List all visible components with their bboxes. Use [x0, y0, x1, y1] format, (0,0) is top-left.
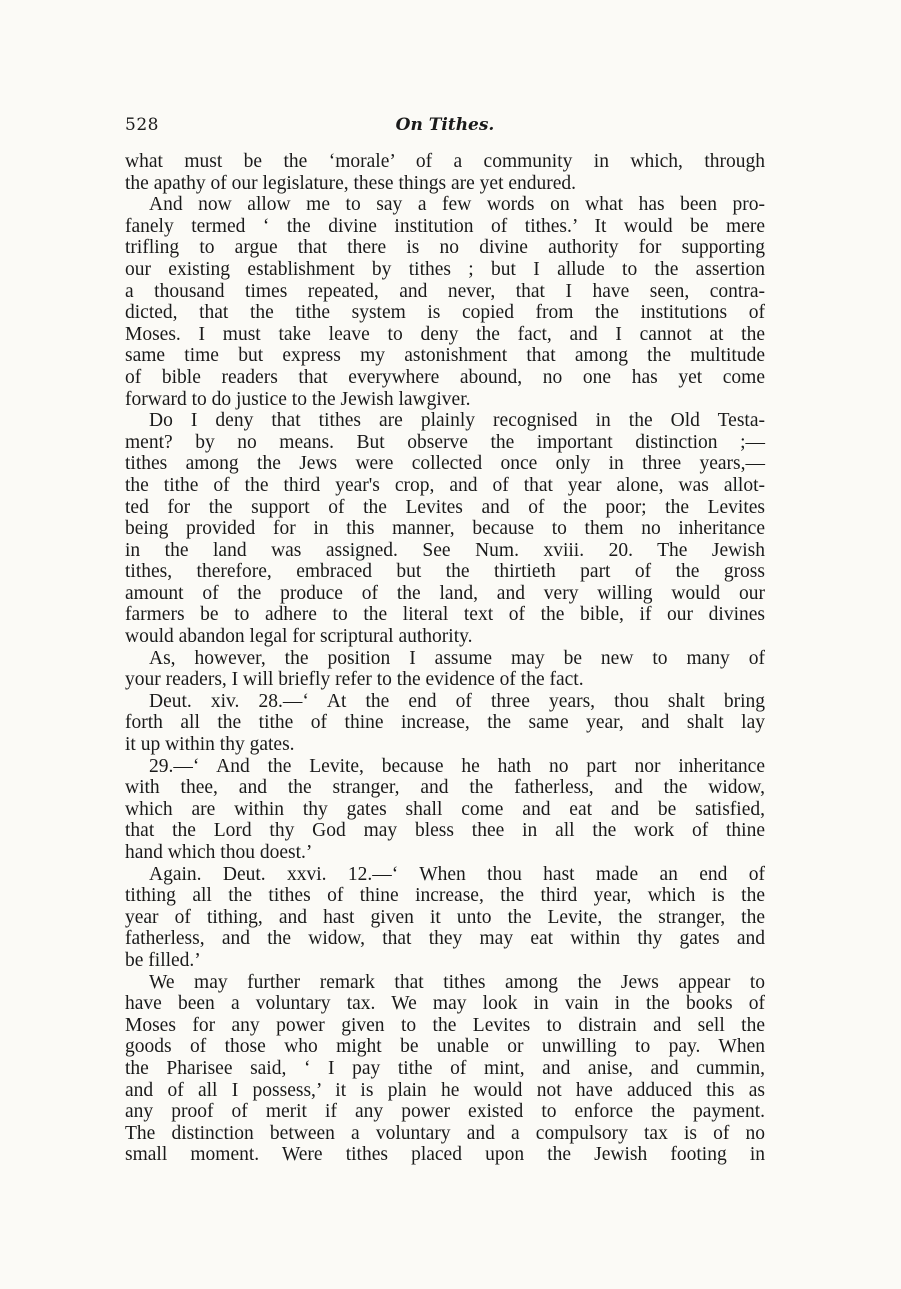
text-line: Deut. xiv. 28.—‘ At the end of three years, thou shalt bring — [149, 690, 765, 712]
text-line: what must be the ‘morale’ of a community in which, through — [125, 151, 765, 172]
text-line: hand which thou doest.’ — [125, 842, 313, 863]
text-line: forth all the tithe of thine increase, the same year, and shalt lay — [125, 712, 765, 734]
text-line: farmers be to adhere to the literal text of the bible, if our divines — [125, 604, 765, 626]
text-line: year of tithing, and hast given it unto the Levite, the stranger, the — [125, 906, 765, 928]
text-line: have been a voluntary tax. We may look in vain in the books of — [125, 993, 765, 1015]
text-line: Moses. I must take leave to deny the fact, and I cannot at the — [125, 323, 765, 345]
text-line: which are within thy gates shall come and eat and be satisfied, — [125, 798, 765, 820]
text-line: be filled.’ — [125, 949, 201, 971]
text-line: small moment. Were tithes placed upon the Jewish footing in — [125, 1144, 765, 1166]
text-line: And now allow me to say a few words on what has been pro- — [149, 194, 765, 216]
text-line: amount of the produce of the land, and very willing would our — [125, 582, 765, 604]
text-line: tithing all the tithes of thine increase, the third year, which is the — [125, 885, 765, 907]
text-line: tithes among the Jews were collected once only in three years,— — [125, 453, 765, 475]
text-line: The distinction between a voluntary and a compulsory tax is of no — [125, 1122, 765, 1144]
page-header — [125, 115, 765, 141]
text-line: in the land was assigned. See Num. xviii. 20. The Jewish — [125, 539, 765, 561]
text-line: goods of those who might be unable or unwilling to pay. When — [125, 1036, 765, 1058]
text-line: any proof of merit if any power existed to enforce the payment. — [125, 1101, 765, 1123]
body-text — [125, 151, 765, 1166]
text-line: trifling to argue that there is no divine authority for supporting — [125, 237, 765, 259]
text-line: tithes, therefore, embraced but the thirtieth part of the gross — [125, 561, 765, 583]
text-line: As, however, the position I assume may be new to many of — [149, 647, 765, 669]
text-line: Moses for any power given to the Levites to distrain and sell the — [125, 1014, 765, 1036]
page-number: 528 — [125, 115, 159, 135]
text-line: it up within thy gates. — [125, 734, 295, 756]
text-line: being provided for in this manner, because to them no inheritance — [125, 518, 765, 540]
text-line: would abandon legal for scriptural authority. — [125, 626, 473, 648]
text-line: our existing establishment by tithes ; but I allude to the assertion — [125, 258, 765, 280]
text-line: 29.—‘ And the Levite, because he hath no part nor inheritance — [149, 755, 765, 777]
text-line: ment? by no means. But observe the important distinction ;— — [125, 431, 765, 453]
text-line: fanely termed ‘ the divine institution of tithes.’ It would be mere — [125, 215, 765, 237]
text-line: and of all I possess,’ it is plain he would not have adduced this as — [125, 1079, 765, 1101]
text-line: of bible readers that everywhere abound, no one has yet come — [125, 366, 765, 388]
text-line: the apathy of our legislature, these things are yet endured. — [125, 172, 577, 194]
text-line: a thousand times repeated, and never, that I have seen, contra- — [125, 280, 765, 302]
running-title: On Tithes. — [395, 115, 495, 135]
text-line: the tithe of the third year's crop, and of that year alone, was allot- — [125, 474, 765, 496]
text-line: same time but express my astonishment that among the multitude — [125, 345, 765, 367]
text-line: with thee, and the stranger, and the fatherless, and the widow, — [125, 777, 765, 799]
text-line: fatherless, and the widow, that they may eat within thy gates and — [125, 928, 765, 950]
text-line: Again. Deut. xxvi. 12.—‘ When thou hast made an end of — [149, 863, 765, 885]
text-line: that the Lord thy God may bless thee in all the work of thine — [125, 820, 765, 842]
text-line: We may further remark that tithes among the Jews appear to — [149, 971, 765, 993]
text-line: the Pharisee said, ‘ I pay tithe of mint, and anise, and cummin, — [125, 1057, 765, 1079]
text-line: your readers, I will briefly refer to the evidence of the fact. — [125, 669, 584, 691]
text-line: ted for the support of the Levites and of the poor; the Levites — [125, 496, 765, 518]
text-line: forward to do justice to the Jewish lawgiver. — [125, 388, 471, 410]
text-line: dicted, that the tithe system is copied from the institutions of — [125, 302, 765, 324]
text-line: Do I deny that tithes are plainly recognised in the Old Testa- — [149, 410, 765, 432]
